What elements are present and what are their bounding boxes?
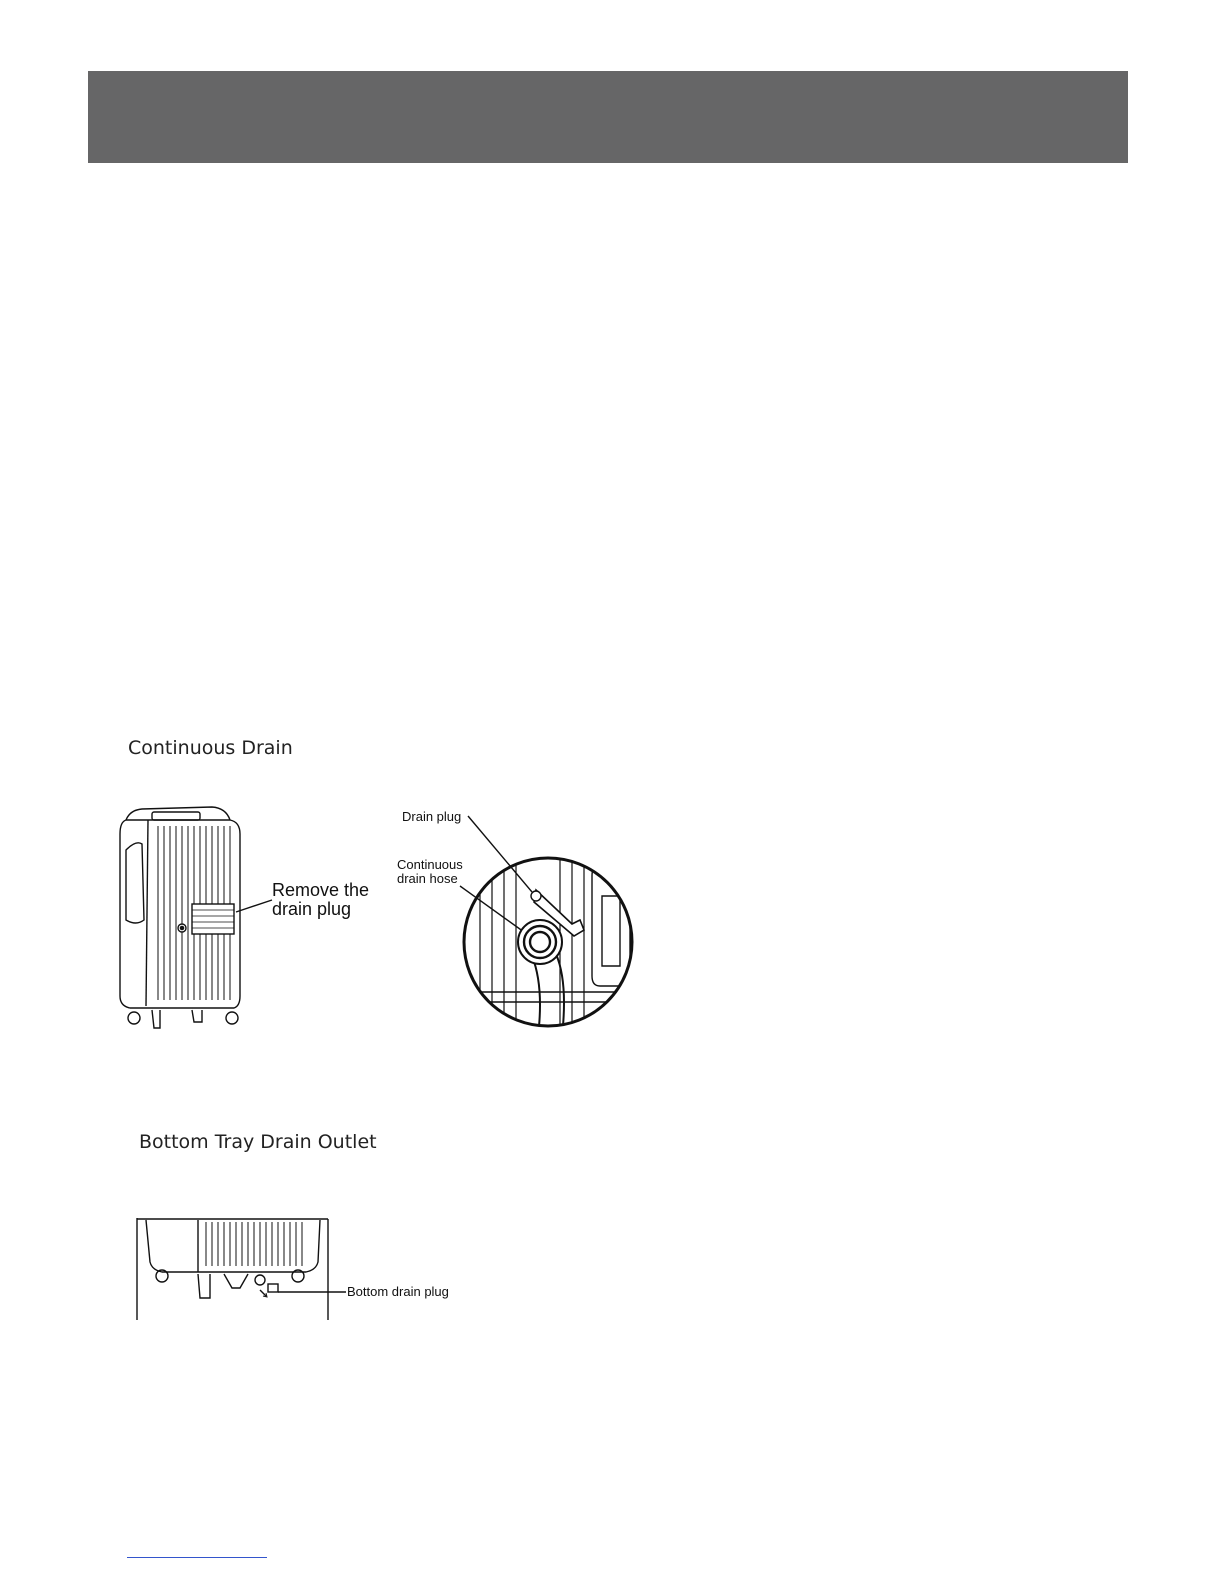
bottom-drain-illustration (136, 1218, 348, 1322)
remove-label-line1: Remove the (272, 880, 370, 900)
continuous-drain-heading: Continuous Drain (128, 737, 293, 759)
portable-ac-unit-illustration (112, 800, 252, 1040)
bottom-tray-drain-heading: Bottom Tray Drain Outlet (139, 1131, 377, 1153)
drain-hose-closeup-illustration (440, 806, 640, 1036)
page-header-bar (88, 71, 1128, 163)
hose-label-line2: drain hose (397, 870, 458, 886)
hose-label-line1: Continuous (397, 857, 463, 872)
continuous-drain-hose-label (397, 858, 463, 885)
remove-drain-plug-label (272, 881, 369, 919)
footer-link-underline (127, 1557, 267, 1558)
remove-label-line2: drain plug (272, 898, 352, 919)
drain-plug-label: Drain plug (402, 809, 462, 824)
bottom-drain-plug-label: Bottom drain plug (347, 1284, 449, 1299)
